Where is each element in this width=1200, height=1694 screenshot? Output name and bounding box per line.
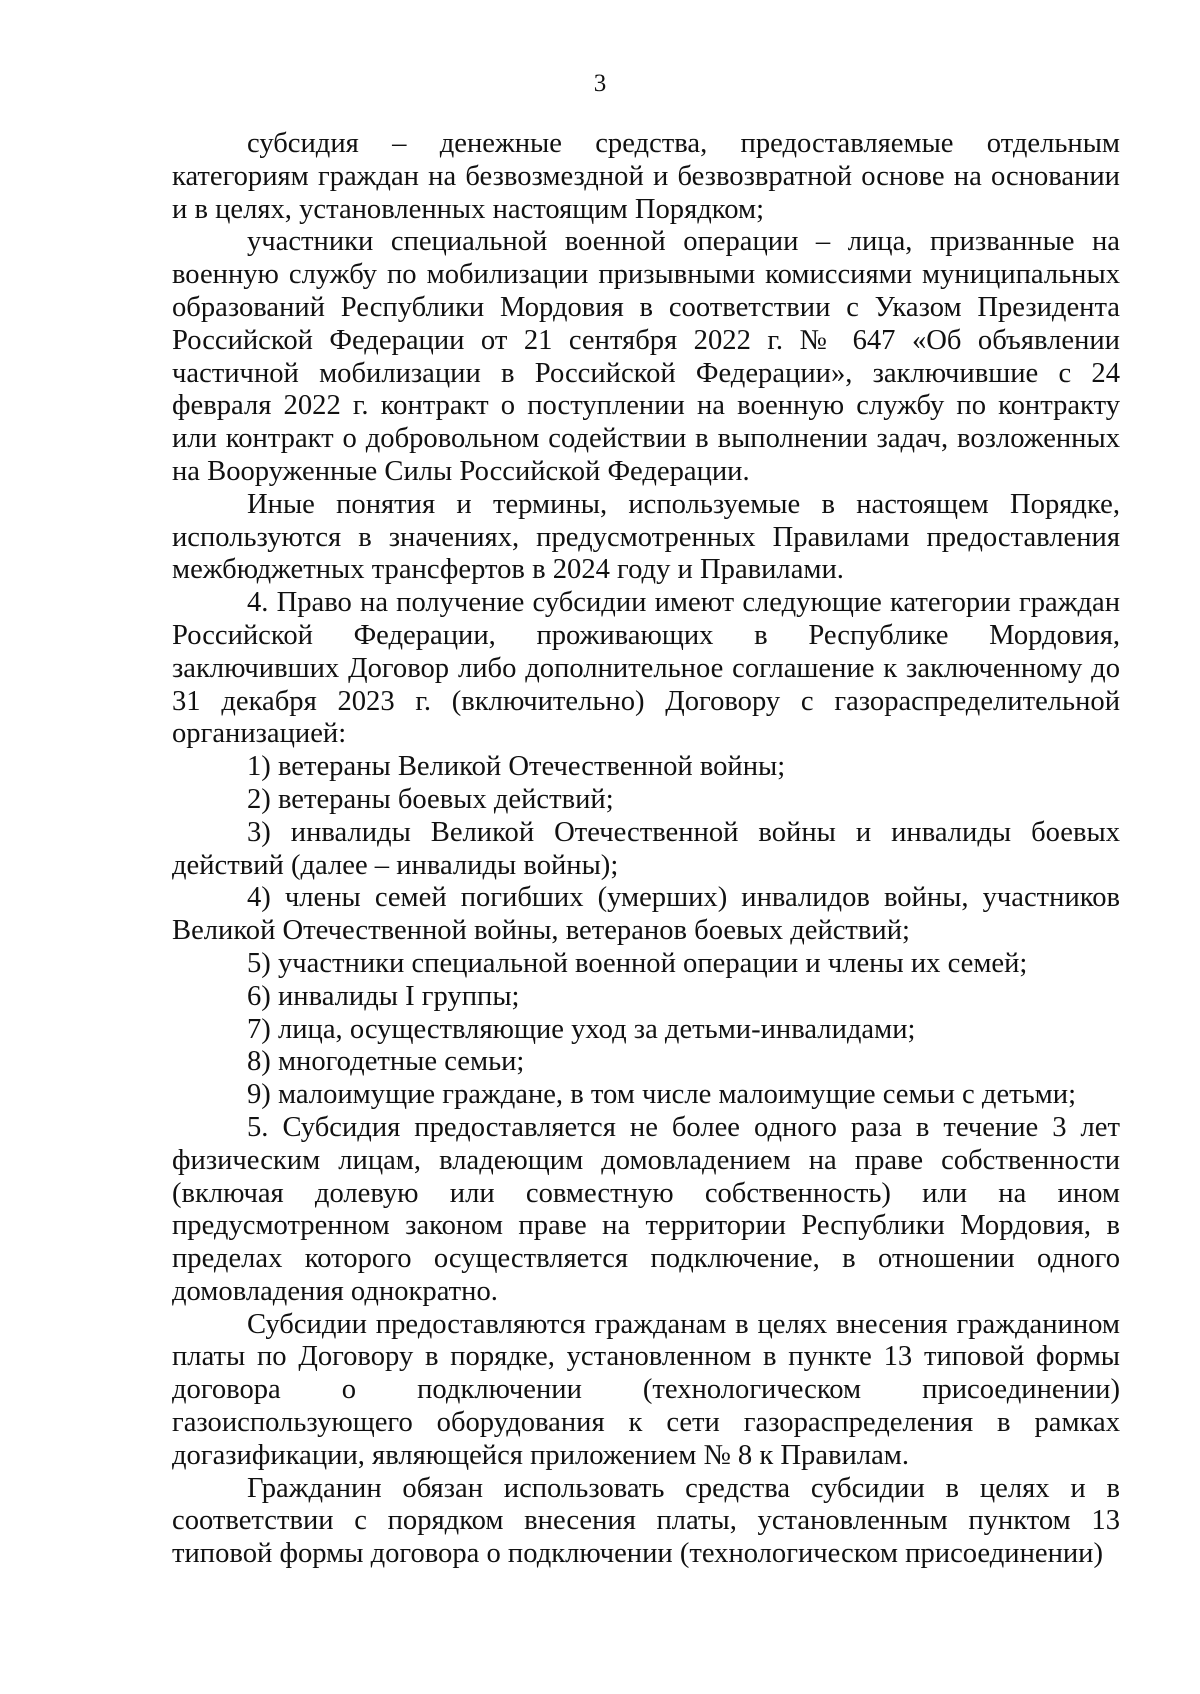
paragraph-citizen-obligation: Гражданин обязан использовать средства субсидии в целях и в соответствии с порядком внесения платы, установленным пунктом 13 типовой формы договора о подключении (технологическом присоединении) — [172, 1472, 1120, 1570]
list-item-4: 4) члены семей погибших (умерших) инвалидов войны, участников Великой Отечественной войны, ветеранов боевых действий; — [172, 882, 1120, 947]
list-item-5: 5) участники специальной военной операции и члены их семей; — [247, 947, 1028, 979]
paragraph-other-terms: Иные понятия и термины, используемые в настоящем Порядке, используются в значениях, предусмотренных Правилами предоставления межбюджетных трансфертов в 2024 году и Правилами. — [172, 488, 1120, 586]
list-item-7: 7) лица, осуществляющие уход за детьми-инвалидами; — [247, 1013, 916, 1045]
paragraph-clause-4: 4. Право на получение субсидии имеют следующие категории граждан Российской Федерации, проживающих в Республике Мордовия, заключивших Договор либо дополнительное соглашение к заключенному до 31 декабря 2023 г. (включительно) Договору с газораспределительной организацией: — [172, 587, 1120, 750]
list-item-8: 8) многодетные семьи; — [247, 1046, 525, 1078]
list-item-1: 1) ветераны Великой Отечественной войны; — [247, 751, 786, 783]
paragraph-subsidy-definition: субсидия – денежные средства, предоставляемые отдельным категориям граждан на безвозмездной и безвозвратной основе на основании и в целях, установленных настоящим Порядком; — [172, 128, 1120, 225]
document-body — [172, 128, 1120, 1571]
page-number: 3 — [593, 70, 607, 97]
paragraph-svo-participants-definition: участники специальной военной операции – лица, призванные на военную службу по мобилизации призывными комиссиями муниципальных образований Республики Мордовия в соответствии с Указом Президента Российской Федерации от 21 сентября 2022 г. № 647 «Об объявлении частичной мобилизации в Российской Федерации», заключившие с 24 февраля 2022 г. контракт о поступлении на военную службу по контракту или контракт о добровольном содействии в выполнении задач, возложенных на Вооруженные Силы Российской Федерации. — [172, 226, 1120, 487]
paragraph-clause-5: 5. Субсидия предоставляется не более одного раза в течение 3 лет физическим лицам, владеющим домовладением на праве собственности (включая долевую или совместную собственность) или на ином предусмотренном законом праве на территории Республики Мордовия, в пределах которого осуществляется подключение, в отношении одного домовладения однократно. — [172, 1111, 1120, 1307]
list-item-3: 3) инвалиды Великой Отечественной войны и инвалиды боевых действий (далее – инвалиды войны); — [172, 816, 1120, 881]
list-item-9: 9) малоимущие граждане, в том числе малоимущие семьи с детьми; — [247, 1079, 1077, 1111]
list-item-6: 6) инвалиды I группы; — [247, 980, 520, 1012]
list-item-2: 2) ветераны боевых действий; — [247, 783, 614, 815]
paragraph-subsidy-purpose: Субсидии предоставляются гражданам в целях внесения гражданином платы по Договору в порядке, установленном в пункте 13 типовой формы договора о подключении (технологическом присоединении) газоиспользующего оборудования к сети газораспределения в рамках догазификации, являющейся приложением № 8 к Правилам. — [172, 1308, 1120, 1471]
